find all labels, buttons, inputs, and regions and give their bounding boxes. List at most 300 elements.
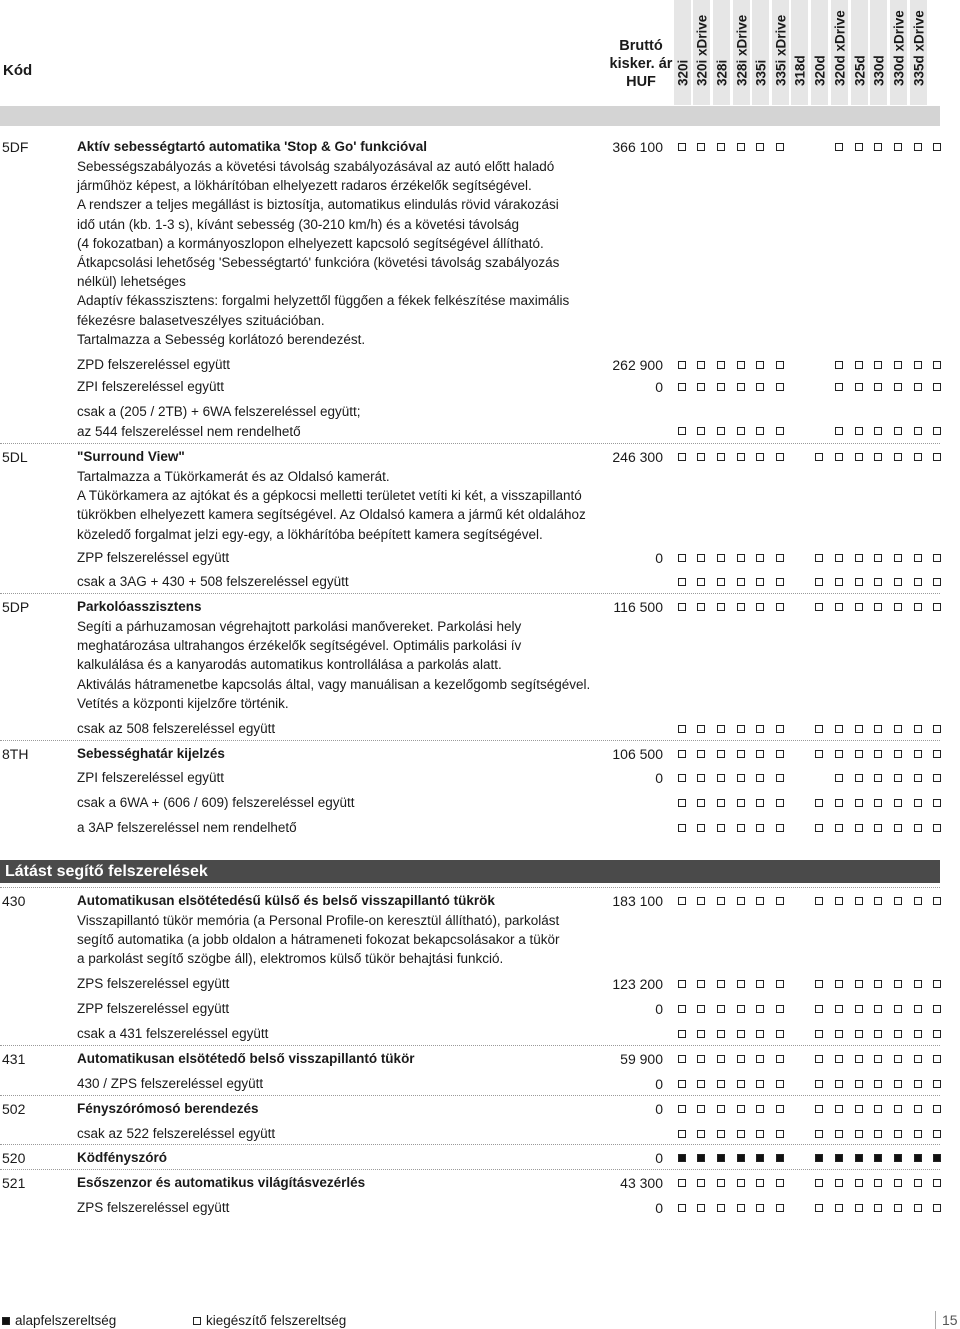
optional-equipment-mark bbox=[835, 1204, 843, 1212]
optional-equipment-mark bbox=[678, 897, 686, 905]
optional-equipment-mark bbox=[697, 1005, 705, 1013]
model-name: 320d bbox=[812, 55, 827, 86]
optional-equipment-mark bbox=[737, 774, 745, 782]
optional-equipment-mark bbox=[678, 725, 686, 733]
option-price: 0 bbox=[655, 379, 663, 395]
optional-equipment-mark bbox=[914, 578, 922, 586]
optional-equipment-mark bbox=[717, 453, 725, 461]
optional-equipment-mark bbox=[717, 1055, 725, 1063]
optional-equipment-mark bbox=[678, 1030, 686, 1038]
optional-equipment-mark bbox=[697, 453, 705, 461]
optional-equipment-mark bbox=[894, 897, 902, 905]
option-description bbox=[77, 447, 607, 544]
model-name: 318d bbox=[792, 55, 807, 86]
model-column-header bbox=[772, 0, 789, 105]
optional-equipment-mark bbox=[855, 1105, 863, 1113]
optional-equipment-mark bbox=[756, 603, 764, 611]
optional-equipment-mark bbox=[776, 1204, 784, 1212]
optional-equipment-mark bbox=[894, 824, 902, 832]
optional-equipment-mark bbox=[855, 799, 863, 807]
optional-equipment-mark bbox=[756, 143, 764, 151]
model-column-header bbox=[811, 0, 828, 105]
description-line: A Tükörkamera az ajtókat és a gépkocsi melletti területet vetíti ki két, a visszapillantó bbox=[77, 488, 582, 504]
option-description bbox=[77, 818, 607, 838]
model-column-header bbox=[733, 0, 750, 105]
optional-equipment-mark bbox=[678, 1005, 686, 1013]
optional-equipment-mark bbox=[894, 1030, 902, 1038]
option-description bbox=[77, 548, 607, 568]
optional-equipment-mark bbox=[914, 725, 922, 733]
table-header bbox=[0, 0, 960, 105]
option-description bbox=[77, 377, 607, 397]
optional-equipment-mark bbox=[756, 453, 764, 461]
optional-equipment-mark bbox=[717, 824, 725, 832]
optional-equipment-mark bbox=[756, 725, 764, 733]
optional-equipment-mark bbox=[914, 1030, 922, 1038]
optional-equipment-mark bbox=[933, 554, 941, 562]
description-line: a parkolást segítő szögbe áll), elektromos külső tükör behajtási funkció. bbox=[77, 951, 504, 967]
optional-equipment-mark bbox=[933, 1080, 941, 1088]
optional-equipment-mark bbox=[874, 799, 882, 807]
description-line: ZPP felszereléssel együtt bbox=[77, 550, 230, 565]
optional-equipment-mark bbox=[815, 1105, 823, 1113]
option-code: 521 bbox=[2, 1175, 26, 1191]
optional-equipment-mark bbox=[874, 578, 882, 586]
model-name: 328i bbox=[714, 59, 729, 86]
optional-equipment-mark bbox=[776, 383, 784, 391]
optional-equipment-mark bbox=[697, 1130, 705, 1138]
optional-equipment-mark bbox=[914, 1105, 922, 1113]
model-column-header bbox=[890, 0, 907, 105]
optional-equipment-mark bbox=[894, 799, 902, 807]
optional-equipment-mark bbox=[855, 554, 863, 562]
optional-equipment-mark bbox=[717, 361, 725, 369]
optional-equipment-mark bbox=[756, 1080, 764, 1088]
option-description bbox=[77, 1173, 607, 1193]
optional-equipment-mark bbox=[933, 1130, 941, 1138]
optional-equipment-mark bbox=[914, 897, 922, 905]
optional-equipment-mark bbox=[776, 1055, 784, 1063]
model-name: 335i xDrive bbox=[773, 14, 788, 86]
optional-equipment-mark bbox=[737, 427, 745, 435]
optional-equipment-mark bbox=[697, 774, 705, 782]
option-code: 5DP bbox=[2, 599, 30, 615]
description-line: meghatározása ultrahangos érzékelők segítségével. Optimális parkolási ív bbox=[77, 638, 522, 654]
description-line: nélkül) lehetséges bbox=[77, 274, 186, 290]
model-name: 335d xDrive bbox=[911, 10, 926, 86]
optional-equipment-mark bbox=[697, 578, 705, 586]
optional-equipment-mark bbox=[776, 1179, 784, 1187]
optional-equipment-mark bbox=[678, 578, 686, 586]
model-column-header bbox=[674, 0, 691, 105]
optional-equipment-mark bbox=[737, 578, 745, 586]
optional-equipment-mark bbox=[914, 1179, 922, 1187]
optional-equipment-mark bbox=[697, 897, 705, 905]
row-separator bbox=[0, 1095, 940, 1096]
description-line: Átkapcsolási lehetőség 'Sebességtartó' funkcióra (követési távolság szabályozás bbox=[77, 255, 560, 271]
optional-equipment-mark bbox=[933, 453, 941, 461]
optional-equipment-mark bbox=[737, 383, 745, 391]
optional-equipment-mark bbox=[776, 980, 784, 988]
option-price: 262 900 bbox=[612, 357, 663, 373]
optional-equipment-mark bbox=[678, 1055, 686, 1063]
description-line: Adaptív fékasszisztens: forgalmi helyzettől függően a fékek felkészítése maximális bbox=[77, 293, 570, 309]
optional-equipment-mark bbox=[678, 143, 686, 151]
optional-equipment-mark bbox=[894, 143, 902, 151]
optional-equipment-mark bbox=[894, 774, 902, 782]
optional-equipment-mark bbox=[874, 1030, 882, 1038]
optional-equipment-mark bbox=[697, 1055, 705, 1063]
optional-equipment-mark bbox=[697, 1179, 705, 1187]
legend-optional: kiegészítő felszereltség bbox=[193, 1313, 346, 1329]
optional-equipment-mark bbox=[894, 1055, 902, 1063]
optional-equipment-mark bbox=[737, 1204, 745, 1212]
optional-equipment-mark bbox=[914, 383, 922, 391]
optional-equipment-mark bbox=[874, 1055, 882, 1063]
standard-equipment-mark bbox=[697, 1154, 705, 1162]
row-separator bbox=[0, 1169, 940, 1170]
optional-equipment-mark bbox=[894, 1179, 902, 1187]
optional-equipment-mark bbox=[717, 750, 725, 758]
standard-equipment-mark bbox=[737, 1154, 745, 1162]
optional-equipment-mark bbox=[678, 1179, 686, 1187]
optional-equipment-mark bbox=[737, 799, 745, 807]
optional-equipment-mark bbox=[914, 1080, 922, 1088]
option-price: 0 bbox=[655, 1001, 663, 1017]
description-line: Vetítés a központi kijelzőre történik. bbox=[77, 695, 289, 711]
optional-equipment-mark bbox=[756, 1005, 764, 1013]
optional-equipment-mark bbox=[835, 1055, 843, 1063]
optional-equipment-mark bbox=[894, 361, 902, 369]
optional-equipment-mark bbox=[776, 1030, 784, 1038]
optional-equipment-mark bbox=[855, 725, 863, 733]
option-price: 0 bbox=[655, 770, 663, 786]
optional-equipment-mark bbox=[835, 1130, 843, 1138]
description-line: ZPP felszereléssel együtt bbox=[77, 1001, 230, 1016]
optional-equipment-mark bbox=[894, 1204, 902, 1212]
model-name: 330d bbox=[871, 55, 886, 86]
description-line: járműhöz képest, a lökhárítóban elhelyezett radaros érzékelők segítségével. bbox=[77, 178, 532, 194]
optional-equipment-mark bbox=[717, 1105, 725, 1113]
optional-equipment-mark bbox=[855, 1005, 863, 1013]
option-description bbox=[77, 597, 607, 713]
option-code: 8TH bbox=[2, 746, 29, 762]
optional-equipment-mark bbox=[933, 427, 941, 435]
optional-equipment-mark bbox=[855, 143, 863, 151]
optional-equipment-mark bbox=[855, 824, 863, 832]
optional-equipment-mark bbox=[717, 1005, 725, 1013]
model-column-header bbox=[831, 0, 848, 105]
optional-equipment-mark bbox=[697, 750, 705, 758]
page-number: 15 bbox=[935, 1311, 958, 1329]
option-title: Sebességhatár kijelzés bbox=[77, 746, 225, 761]
description-line: Segíti a párhuzamosan végrehajtott parkolási manővereket. Parkolási hely bbox=[77, 619, 522, 634]
model-column-header bbox=[713, 0, 730, 105]
optional-equipment-mark bbox=[874, 361, 882, 369]
section-heading: Látást segítő felszerelések bbox=[0, 860, 940, 883]
optional-equipment-mark bbox=[835, 383, 843, 391]
option-price: 43 300 bbox=[620, 1175, 663, 1191]
option-description bbox=[77, 1024, 607, 1044]
optional-equipment-mark bbox=[756, 897, 764, 905]
standard-equipment-mark bbox=[835, 1154, 843, 1162]
description-line: Sebességszabályozás a követési távolság szabályozásával az autó előtt haladó bbox=[77, 159, 555, 174]
optional-equipment-mark bbox=[855, 361, 863, 369]
optional-equipment-mark bbox=[933, 774, 941, 782]
optional-equipment-mark bbox=[874, 980, 882, 988]
description-line: tükrökben elhelyezett kamera segítségével. Az Oldalsó kamera a jármű két oldalához bbox=[77, 507, 586, 523]
optional-equipment-mark bbox=[855, 750, 863, 758]
standard-equipment-mark bbox=[874, 1154, 882, 1162]
optional-equipment-mark bbox=[776, 143, 784, 151]
optional-equipment-mark bbox=[835, 1105, 843, 1113]
optional-equipment-mark bbox=[874, 143, 882, 151]
optional-equipment-mark bbox=[933, 383, 941, 391]
optional-equipment-mark bbox=[697, 725, 705, 733]
model-column-header bbox=[693, 0, 710, 105]
optional-equipment-mark bbox=[933, 1105, 941, 1113]
optional-equipment-mark bbox=[835, 427, 843, 435]
optional-equipment-mark bbox=[855, 1130, 863, 1138]
optional-equipment-mark bbox=[697, 143, 705, 151]
optional-equipment-mark bbox=[697, 1080, 705, 1088]
description-line: segítő automatika (a jobb oldalon a hátrameneti fokozat bekapcsolásakor a tükör bbox=[77, 932, 560, 948]
optional-equipment-mark bbox=[815, 1005, 823, 1013]
model-column-header bbox=[752, 0, 769, 105]
optional-equipment-mark bbox=[756, 1179, 764, 1187]
description-line: csak a 3AG + 430 + 508 felszereléssel együtt bbox=[77, 574, 349, 589]
option-description bbox=[77, 744, 607, 764]
optional-equipment-mark bbox=[835, 774, 843, 782]
optional-equipment-mark bbox=[737, 603, 745, 611]
optional-equipment-mark bbox=[835, 603, 843, 611]
standard-equipment-mark bbox=[776, 1154, 784, 1162]
model-column-header bbox=[851, 0, 868, 105]
option-description bbox=[77, 793, 607, 813]
optional-equipment-mark bbox=[914, 1204, 922, 1212]
optional-equipment-mark bbox=[756, 824, 764, 832]
model-name: 325d bbox=[852, 55, 867, 86]
optional-equipment-mark bbox=[737, 750, 745, 758]
optional-equipment-mark bbox=[815, 578, 823, 586]
optional-equipment-mark bbox=[717, 554, 725, 562]
optional-equipment-mark bbox=[835, 143, 843, 151]
optional-equipment-mark bbox=[737, 143, 745, 151]
description-line: kalkulálása és a kanyarodás automatikus kontrollálása a parkolás alatt. bbox=[77, 657, 502, 673]
optional-equipment-mark bbox=[933, 750, 941, 758]
option-code: 520 bbox=[2, 1150, 26, 1166]
optional-equipment-mark bbox=[933, 1030, 941, 1038]
optional-equipment-mark bbox=[737, 1105, 745, 1113]
optional-equipment-mark bbox=[874, 1179, 882, 1187]
row-separator bbox=[0, 443, 940, 444]
option-description bbox=[77, 1198, 607, 1218]
description-line: idő után (kb. 1-3 s), kívánt sebesség (30-210 km/h) és a követési távolság bbox=[77, 216, 519, 232]
option-description bbox=[77, 355, 607, 375]
standard-equipment-mark bbox=[855, 1154, 863, 1162]
optional-equipment-mark bbox=[914, 143, 922, 151]
optional-equipment-mark bbox=[717, 603, 725, 611]
optional-equipment-mark bbox=[855, 603, 863, 611]
optional-equipment-mark bbox=[914, 1130, 922, 1138]
optional-equipment-mark bbox=[874, 1105, 882, 1113]
optional-equipment-mark bbox=[697, 1204, 705, 1212]
optional-equipment-mark bbox=[737, 1080, 745, 1088]
optional-equipment-mark bbox=[678, 361, 686, 369]
optional-equipment-mark bbox=[756, 427, 764, 435]
optional-equipment-mark bbox=[835, 725, 843, 733]
optional-equipment-mark bbox=[737, 1030, 745, 1038]
optional-equipment-mark bbox=[933, 578, 941, 586]
optional-equipment-mark bbox=[874, 1080, 882, 1088]
optional-equipment-mark bbox=[933, 1204, 941, 1212]
option-code: 5DF bbox=[2, 139, 29, 155]
optional-equipment-mark bbox=[855, 1080, 863, 1088]
optional-equipment-mark bbox=[835, 1080, 843, 1088]
optional-equipment-mark bbox=[756, 1055, 764, 1063]
option-price: 0 bbox=[655, 1150, 663, 1166]
optional-equipment-mark bbox=[914, 361, 922, 369]
optional-equipment-mark bbox=[697, 554, 705, 562]
row-separator bbox=[0, 1144, 940, 1145]
optional-equipment-mark bbox=[717, 1080, 725, 1088]
standard-equipment-mark bbox=[933, 1154, 941, 1162]
option-title: Aktív sebességtartó automatika 'Stop & Go' funkcióval bbox=[77, 139, 428, 154]
optional-equipment-mark bbox=[737, 361, 745, 369]
optional-equipment-mark bbox=[933, 1005, 941, 1013]
optional-equipment-mark bbox=[933, 1179, 941, 1187]
description-line: fékezésre balasetveszélyes szituációban. bbox=[77, 312, 325, 328]
optional-equipment-mark bbox=[756, 578, 764, 586]
optional-equipment-mark bbox=[717, 980, 725, 988]
optional-equipment-mark bbox=[855, 427, 863, 435]
optional-equipment-mark bbox=[874, 824, 882, 832]
model-name: 320i xDrive bbox=[694, 14, 709, 86]
model-column-header bbox=[791, 0, 808, 105]
optional-equipment-mark bbox=[835, 1179, 843, 1187]
description-line: 430 / ZPS felszereléssel együtt bbox=[77, 1076, 264, 1091]
option-description bbox=[77, 891, 607, 969]
optional-equipment-mark bbox=[835, 980, 843, 988]
optional-equipment-mark bbox=[737, 1179, 745, 1187]
row-separator bbox=[0, 887, 940, 888]
optional-equipment-mark bbox=[717, 897, 725, 905]
optional-equipment-mark bbox=[874, 427, 882, 435]
optional-equipment-mark bbox=[914, 427, 922, 435]
option-price: 366 100 bbox=[612, 139, 663, 155]
optional-equipment-mark bbox=[894, 750, 902, 758]
optional-equipment-mark bbox=[776, 554, 784, 562]
option-price: 106 500 bbox=[612, 746, 663, 762]
optional-equipment-mark bbox=[776, 361, 784, 369]
optional-equipment-mark bbox=[697, 1105, 705, 1113]
standard-equipment-mark bbox=[894, 1154, 902, 1162]
optional-equipment-mark bbox=[914, 554, 922, 562]
optional-equipment-mark bbox=[717, 1179, 725, 1187]
optional-equipment-mark bbox=[835, 361, 843, 369]
optional-equipment-mark bbox=[894, 1080, 902, 1088]
optional-equipment-mark bbox=[933, 824, 941, 832]
optional-equipment-mark bbox=[717, 1130, 725, 1138]
optional-equipment-mark bbox=[678, 1204, 686, 1212]
description-line: csak a 6WA + (606 / 609) felszereléssel együtt bbox=[77, 795, 355, 810]
optional-equipment-mark bbox=[855, 1030, 863, 1038]
optional-equipment-mark bbox=[737, 897, 745, 905]
option-description bbox=[77, 402, 607, 441]
optional-equipment-mark bbox=[737, 824, 745, 832]
optional-equipment-mark bbox=[697, 799, 705, 807]
model-column-header bbox=[870, 0, 887, 105]
optional-equipment-mark bbox=[678, 603, 686, 611]
description-line: csak a 431 felszereléssel együtt bbox=[77, 1026, 269, 1041]
option-description bbox=[77, 974, 607, 994]
optional-equipment-mark bbox=[894, 725, 902, 733]
model-column-header bbox=[910, 0, 927, 105]
optional-equipment-mark bbox=[874, 603, 882, 611]
optional-equipment-mark bbox=[815, 1080, 823, 1088]
optional-equipment-mark bbox=[737, 725, 745, 733]
optional-equipment-mark bbox=[894, 1105, 902, 1113]
optional-equipment-mark bbox=[835, 578, 843, 586]
optional-equipment-mark bbox=[894, 554, 902, 562]
optional-equipment-mark bbox=[855, 980, 863, 988]
optional-equipment-mark bbox=[756, 774, 764, 782]
optional-equipment-mark bbox=[933, 980, 941, 988]
description-line: Visszapillantó tükör memória (a Personal Profile-on keresztül állítható), parkolást bbox=[77, 913, 560, 928]
description-line: A rendszer a teljes megállást is biztosítja, automatikus elindulás rövid várakozási bbox=[77, 197, 559, 213]
optional-equipment-mark bbox=[737, 453, 745, 461]
model-name: 330d xDrive bbox=[891, 10, 906, 86]
optional-equipment-mark bbox=[717, 578, 725, 586]
optional-equipment-mark bbox=[894, 603, 902, 611]
optional-equipment-mark bbox=[717, 725, 725, 733]
optional-equipment-mark bbox=[835, 799, 843, 807]
description-line: Tartalmazza a Sebesség korlátozó berendezést. bbox=[77, 331, 366, 347]
optional-equipment-mark bbox=[855, 1179, 863, 1187]
standard-equipment-mark bbox=[914, 1154, 922, 1162]
optional-equipment-mark bbox=[815, 1130, 823, 1138]
optional-equipment-mark bbox=[933, 1055, 941, 1063]
optional-equipment-mark bbox=[933, 897, 941, 905]
optional-equipment-mark bbox=[914, 824, 922, 832]
option-title: Fényszórómosó berendezés bbox=[77, 1101, 259, 1116]
optional-equipment-mark bbox=[756, 383, 764, 391]
optional-equipment-mark bbox=[678, 383, 686, 391]
optional-equipment-mark bbox=[874, 383, 882, 391]
optional-equipment-mark bbox=[697, 1030, 705, 1038]
optional-equipment-mark bbox=[678, 1105, 686, 1113]
optional-equipment-mark bbox=[756, 554, 764, 562]
optional-equipment-mark bbox=[894, 427, 902, 435]
optional-equipment-mark bbox=[678, 980, 686, 988]
optional-equipment-mark bbox=[756, 1130, 764, 1138]
optional-equipment-mark bbox=[874, 1005, 882, 1013]
option-title: Ködfényszóró bbox=[77, 1150, 168, 1165]
option-price: 59 900 bbox=[620, 1051, 663, 1067]
optional-equipment-mark bbox=[874, 453, 882, 461]
description-line: ZPI felszereléssel együtt bbox=[77, 379, 225, 394]
optional-equipment-mark bbox=[756, 980, 764, 988]
optional-equipment-mark bbox=[697, 603, 705, 611]
empty-square-icon bbox=[193, 1317, 201, 1325]
description-line: (4 fokozatban) a kormányoszlopon elhelyezett kapcsoló segítségével állítható. bbox=[77, 235, 544, 251]
description-line: csak a (205 / 2TB) + 6WA felszereléssel együtt; bbox=[77, 404, 361, 419]
optional-equipment-mark bbox=[835, 1005, 843, 1013]
option-code: 430 bbox=[2, 893, 26, 909]
optional-equipment-mark bbox=[874, 554, 882, 562]
option-description bbox=[77, 137, 607, 349]
optional-equipment-mark bbox=[855, 1055, 863, 1063]
